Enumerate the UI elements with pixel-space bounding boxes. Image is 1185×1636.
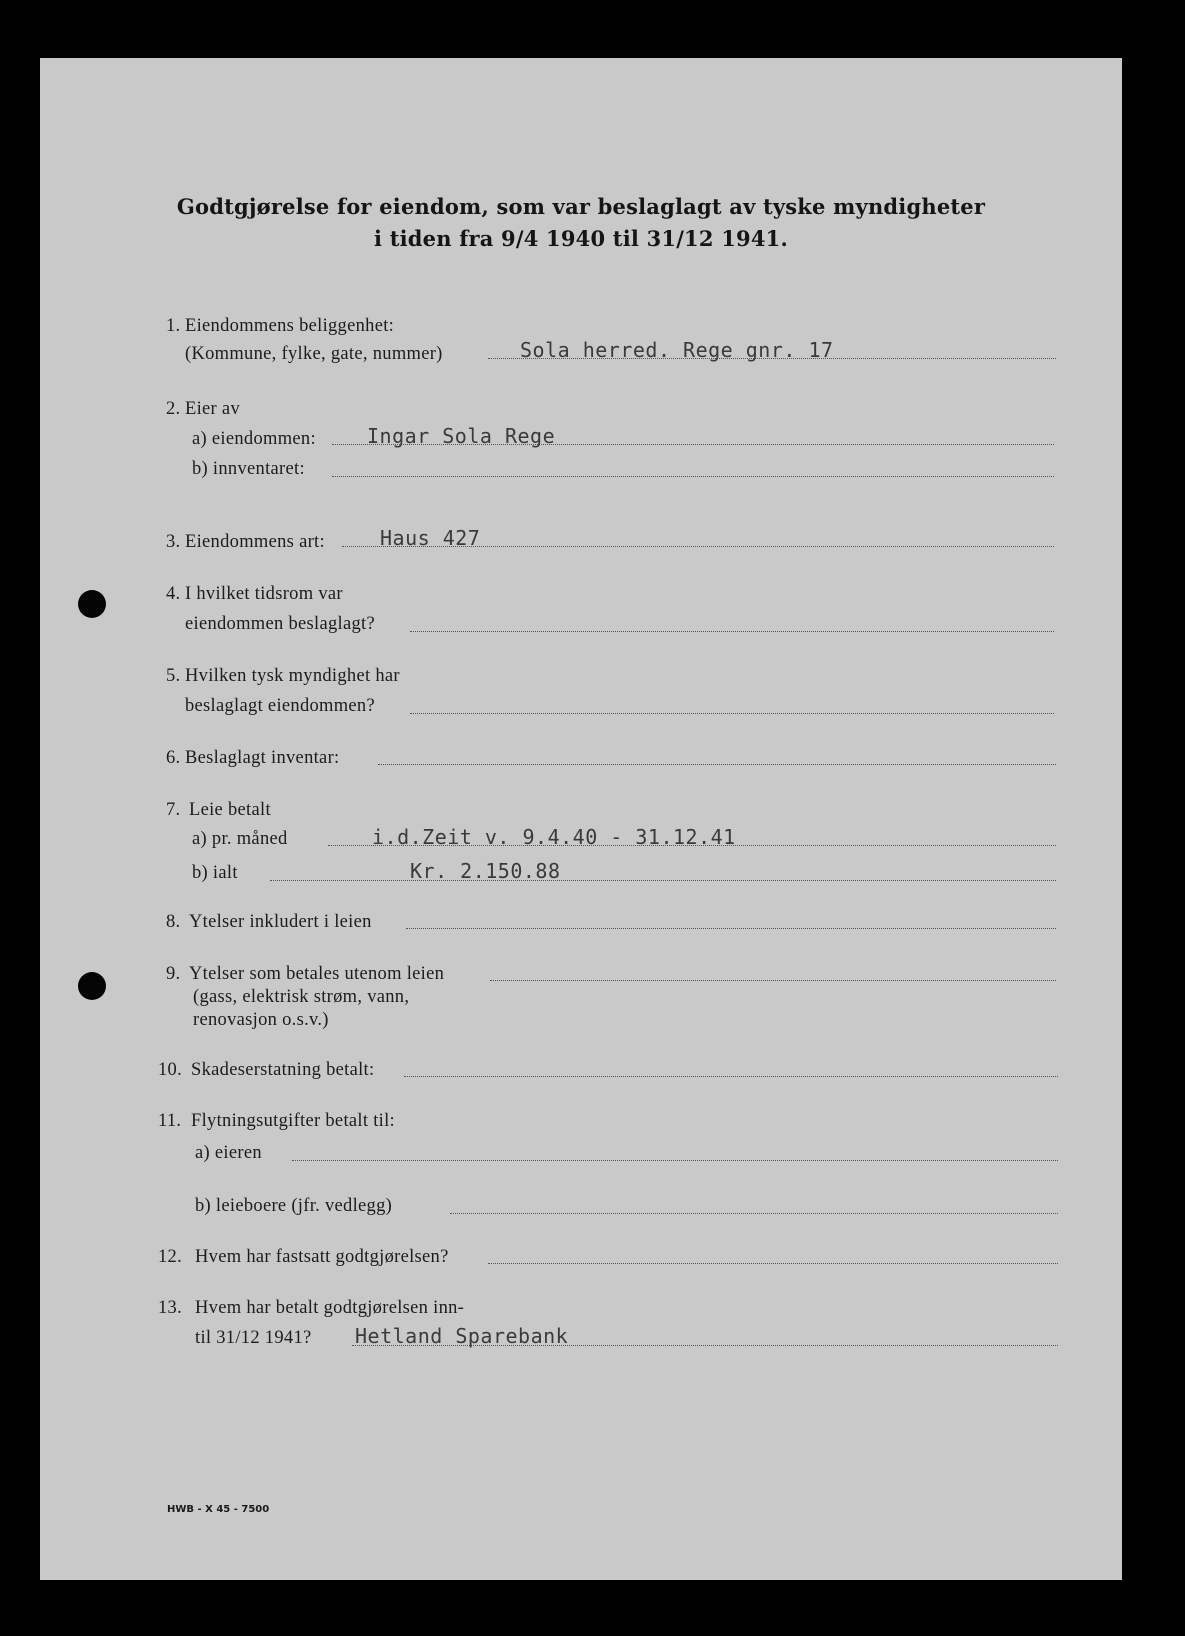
item-1-number: 1. (166, 316, 181, 336)
item-13-number: 13. (158, 1298, 183, 1318)
item-12-line (488, 1263, 1058, 1264)
form-code: HWB - X 45 - 7500 (167, 1504, 270, 1515)
item-10-line (404, 1076, 1058, 1077)
item-4-number: 4. (166, 584, 181, 604)
item-5-line (410, 713, 1054, 714)
item-11b-line (450, 1213, 1058, 1214)
item-3-label: Eiendommens art: (185, 532, 325, 552)
item-2b-line (332, 476, 1054, 477)
item-9-line (490, 980, 1056, 981)
item-6-label: Beslaglagt inventar: (185, 748, 340, 768)
item-13-value: Hetland Sparebank (355, 1324, 569, 1348)
item-2-label: Eier av (185, 399, 240, 419)
item-9-sublabel-2: renovasjon o.s.v.) (193, 1010, 329, 1030)
item-9-sublabel-1: (gass, elektrisk strøm, vann, (193, 987, 410, 1007)
item-4-line (410, 631, 1054, 632)
item-9-label: Ytelser som betales utenom leien (189, 964, 445, 984)
item-3-number: 3. (166, 532, 181, 552)
item-1-label: Eiendommens beliggenhet: (185, 316, 395, 336)
item-1-value: Sola herred. Rege gnr. 17 (520, 338, 834, 362)
item-8-number: 8. (166, 912, 181, 932)
item-1-sublabel: (Kommune, fylke, gate, nummer) (185, 344, 443, 364)
item-11-number: 11. (158, 1111, 182, 1131)
item-7b-label: b) ialt (192, 863, 238, 883)
item-11-label: Flytningsutgifter betalt til: (191, 1111, 395, 1131)
item-8-label: Ytelser inkludert i leien (189, 912, 372, 932)
item-6-line (378, 764, 1056, 765)
item-7b-value: Kr. 2.150.88 (410, 859, 561, 883)
item-12-number: 12. (158, 1247, 183, 1267)
punch-hole-bottom (78, 972, 106, 1000)
item-7-label: Leie betalt (189, 800, 271, 820)
punch-hole-top (78, 590, 106, 618)
item-3-value: Haus 427 (380, 526, 481, 550)
item-9-number: 9. (166, 964, 181, 984)
item-10-label: Skadeserstatning betalt: (191, 1060, 375, 1080)
item-11a-label: a) eieren (195, 1143, 262, 1163)
item-12-label: Hvem har fastsatt godtgjørelsen? (195, 1247, 449, 1267)
item-5-sublabel: beslaglagt eiendommen? (185, 696, 375, 716)
item-2a-value: Ingar Sola Rege (367, 424, 556, 448)
item-5-label: Hvilken tysk myndighet har (185, 666, 400, 686)
item-5-number: 5. (166, 666, 181, 686)
item-13-sublabel: til 31/12 1941? (195, 1328, 312, 1348)
item-7b-line (270, 880, 1056, 881)
item-7a-value: i.d.Zeit v. 9.4.40 - 31.12.41 (372, 825, 736, 849)
item-7-number: 7. (166, 800, 181, 820)
item-4-label: I hvilket tidsrom var (185, 584, 343, 604)
item-13-label: Hvem har betalt godtgjørelsen inn- (195, 1298, 465, 1318)
item-2b-label: b) innventaret: (192, 459, 305, 479)
item-4-sublabel: eiendommen beslaglagt? (185, 614, 375, 634)
item-10-number: 10. (158, 1060, 183, 1080)
item-6-number: 6. (166, 748, 181, 768)
item-8-line (406, 928, 1056, 929)
form-title: Godtgjørelse for eiendom, som var beslaglagt av tyske myndigheter (176, 194, 986, 219)
item-2a-label: a) eiendommen: (192, 429, 316, 449)
form-page (40, 58, 1122, 1580)
item-11b-label: b) leieboere (jfr. vedlegg) (195, 1196, 393, 1216)
item-2-number: 2. (166, 399, 181, 419)
form-subtitle: i tiden fra 9/4 1940 til 31/12 1941. (374, 226, 788, 251)
item-7a-label: a) pr. måned (192, 829, 288, 849)
item-11a-line (292, 1160, 1058, 1161)
